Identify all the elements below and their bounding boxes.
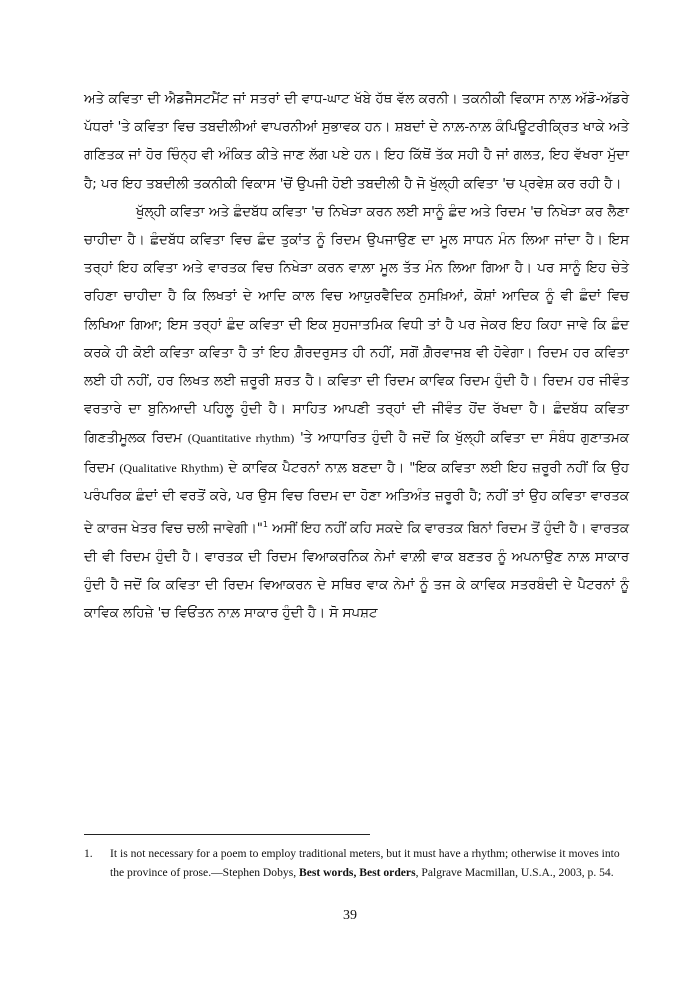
paragraph-1: [84, 86, 629, 199]
footnote-reference: 1: [262, 520, 269, 530]
footnote-book-title: Best words, Best orders: [299, 865, 416, 879]
footnote-separator: [84, 834, 370, 835]
footnote-number: 1.: [84, 847, 93, 860]
paragraph-2: [84, 199, 629, 629]
footnote: [84, 845, 629, 882]
footnote-text: [110, 845, 629, 882]
page-number: 39: [343, 908, 357, 923]
paragraph-2-text-a: ਖੁੱਲ੍ਹੀ ਕਵਿਤਾ ਅਤੇ ਛੰਦਬੱਧ ਕਵਿਤਾ 'ਚ ਨਿਖੇੜਾ ਕਰਨ ਲਈ ਸਾਨੂੰ ਛੰਦ ਅਤੇ ਰਿਦਮ 'ਚ ਨਿਖੇੜਾ ਕਰ ਲੈਣਾ ਚਾਹੀਦਾ ਹੈ। ਛੰਦਬੱਧ ਕਵਿਤਾ ਵਿਚ ਛੰਦ ਤੁਕਾਂਤ ਨੂੰ ਰਿਦਮ ਉਪਜਾਉਣ ਦਾ ਮੂਲ ਸਾਧਨ ਮੰਨ ਲਿਆ ਜਾਂਦਾ ਹੈ। ਇਸ ਤਰ੍ਹਾਂ ਇਹ ਕਵਿਤਾ ਅਤੇ ਵਾਰਤਕ ਵਿਚ ਨਿਖੇੜਾ ਕਰਨ ਵਾਲ਼ਾ ਮੂਲ ਤੱਤ ਮੰਨ ਲਿਆ ਗਿਆ ਹੈ। ਪਰ ਸਾਨੂੰ ਇਹ ਚੇਤੇ ਰਹਿਣਾ ਚਾਹੀਦਾ ਹੈ ਕਿ ਲਿਖਤਾਂ ਦੇ ਆਦਿ ਕਾਲ ਵਿਚ ਆਯੁਰਵੈਦਿਕ ਨੁਸਖ਼ਿਆਂ, ਕੋਸ਼ਾਂ ਆਦਿਕ ਨੂੰ ਵੀ ਛੰਦਾਂ ਵਿਚ ਲਿਖਿਆ ਗਿਆ; ਇਸ ਤਰ੍ਹਾਂ ਛੰਦ ਕਵਿਤਾ ਦੀ ਇਕ ਸੁਹਜਾਤਮਿਕ ਵਿਧੀ ਤਾਂ ਹੈ ਪਰ ਜੇਕਰ ਇਹ ਕਿਹਾ ਜਾਵੇ ਕਿ ਛੰਦ ਕਰਕੇ ਹੀ ਕੋਈ ਕਵਿਤਾ ਕਵਿਤਾ ਹੈ ਤਾਂ ਇਹ ਗ਼ੈਰਦਰੁਸਤ ਹੀ ਨਹੀਂ, ਸਗੋਂ ਗ਼ੈਰਵਾਜਬ ਵੀ ਹੋਵੇਗਾ। ਰਿਦਮ ਹਰ ਕਵਿਤਾ ਲਈ ਹੀ ਨਹੀਂ, ਹਰ ਲਿਖਤ ਲਈ ਜ਼ਰੂਰੀ ਸ਼ਰਤ ਹੈ। ਕਵਿਤਾ ਦੀ ਰਿਦਮ ਕਾਵਿਕ ਰਿਦਮ ਹੁੰਦੀ ਹੈ। ਰਿਦਮ ਹਰ ਜੀਵੰਤ ਵਰਤਾਰੇ ਦਾ ਬੁਨਿਆਦੀ ਪਹਿਲੂ ਹੁੰਦੀ ਹੈ। ਸਾਹਿਤ ਆਪਣੀ ਤਰ੍ਹਾਂ ਦੀ ਜੀਵੰਤ ਹੋਂਦ ਰੱਖਦਾ ਹੈ। ਛੰਦਬੱਧ ਕਵਿਤਾ ਗਿਣਤੀਮੂਲਕ ਰਿਦਮ: [84, 204, 629, 447]
paragraph-2-quote: ਦੇ ਕਾਵਿਕ ਪੈਟਰਨਾਂ ਨਾਲ਼ ਬਣਦਾ ਹੈ। "ਇਕ ਕਵਿਤਾ ਲਈ ਇਹ ਜ਼ਰੂਰੀ ਨਹੀਂ ਕਿ ਉਹ ਪਰੰਪਰਿਕ ਛੰਦਾਂ ਦੀ ਵਰਤੋਂ ਕਰੇ, ਪਰ ਉਸ ਵਿਚ ਰਿਦਮ ਦਾ ਹੋਣਾ ਅਤਿਅੰਤ ਜ਼ਰੂਰੀ ਹੈ; ਨਹੀਂ ਤਾਂ ਉਹ ਕਵਿਤਾ ਵਾਰਤਕ ਦੇ ਕਾਰਜ ਖੇਤਰ ਵਿਚ ਚਲੀ ਜਾਵੇਗੀ।": [84, 460, 629, 537]
term-quantitative-rhythm: (Quantitative rhythm): [187, 431, 295, 446]
footnote-quote: It is not necessary for a poem to employ traditional meters, but it must have a rhythm; otherwise it moves into the province of prose.—Stephen Dobys,: [110, 847, 620, 879]
term-qualitative-rhythm: (Qualitative Rhythm): [119, 460, 224, 475]
paragraph-2-text-c: ਅਸੀਂ ਇਹ ਨਹੀਂ ਕਹਿ ਸਕਦੇ ਕਿ ਵਾਰਤਕ ਬਿਨਾਂ ਰਿਦਮ ਤੋਂ ਹੁੰਦੀ ਹੈ। ਵਾਰਤਕ ਦੀ ਵੀ ਰਿਦਮ ਹੁੰਦੀ ਹੈ। ਵਾਰਤਕ ਦੀ ਰਿਦਮ ਵਿਆਕਰਨਿਕ ਨੇਮਾਂ ਵਾਲ਼ੀ ਵਾਕ ਬਣਤਰ ਨੂੰ ਅਪਨਾਉਣ ਨਾਲ਼ ਸਾਕਾਰ ਹੁੰਦੀ ਹੈ ਜਦੋਂ ਕਿ ਕਵਿਤਾ ਦੀ ਰਿਦਮ ਵਿਆਕਰਨ ਦੇ ਸਥਿਰ ਵਾਕ ਨੇਮਾਂ ਨੂੰ ਤਜ ਕੇ ਕਾਵਿਕ ਸਤਰਬੰਦੀ ਦੇ ਪੈਟਰਨਾਂ ਨੂੰ ਕਾਵਿਕ ਲਹਿਜ਼ੇ 'ਚ ਵਿਓਂਤਨ ਨਾਲ਼ ਸਾਕਾਰ ਹੁੰਦੀ ਹੈ। ਸੋ ਸਪਸ਼ਟ: [84, 521, 630, 622]
footnote-citation: , Palgrave Macmillan, U.S.A., 2003, p. 54.: [415, 865, 614, 879]
paragraph-2-text-b: 'ਤੇ ਆਧਾਰਿਤ ਹੁੰਦੀ ਹੈ ਜਦੋਂ ਕਿ ਖੁੱਲ੍ਹੀ ਕਵਿਤਾ ਦਾ ਸੰਬੰਧ ਗੁਣਾਤਮਕ ਰਿਦਮ: [84, 431, 629, 476]
body-text: [84, 86, 629, 628]
paragraph-1-text: ਅਤੇ ਕਵਿਤਾ ਦੀ ਐਡਜੈਸਟਮੈਂਟ ਜਾਂ ਸਤਰਾਂ ਦੀ ਵਾਧ-ਘਾਟ ਖੱਬੇ ਹੱਥ ਵੱਲ ਕਰਨੀ। ਤਕਨੀਕੀ ਵਿਕਾਸ ਨਾਲ਼ ਅੱਡੋ-ਅੱਡਰੇ ਪੱਧਰਾਂ 'ਤੇ ਕਵਿਤਾ ਵਿਚ ਤਬਦੀਲੀਆਂ ਵਾਪਰਨੀਆਂ ਸੁਭਾਵਕ ਹਨ। ਸ਼ਬਦਾਂ ਦੇ ਨਾਲ਼-ਨਾਲ਼ ਕੰਪਿਊਟਰੀਕ੍ਰਿਤ ਖਾਕੇ ਅਤੇ ਗਣਿਤਕ ਜਾਂ ਹੋਰ ਚਿੰਨ੍ਹ ਵੀ ਅੰਕਿਤ ਕੀਤੇ ਜਾਣ ਲੱਗ ਪਏ ਹਨ। ਇਹ ਕਿੱਥੋਂ ਤੱਕ ਸਹੀ ਹੈ ਜਾਂ ਗਲਤ, ਇਹ ਵੱਖਰਾ ਮੁੱਦਾ ਹੈ; ਪਰ ਇਹ ਤਬਦੀਲੀ ਤਕਨੀਕੀ ਵਿਕਾਸ 'ਚੋਂ ਉਪਜੀ ਹੋਈ ਤਬਦੀਲੀ ਹੈ ਜੋ ਖੁੱਲ੍ਹੀ ਕਵਿਤਾ 'ਚ ਪ੍ਰਵੇਸ਼ ਕਰ ਰਹੀ ਹੈ।: [84, 92, 629, 192]
